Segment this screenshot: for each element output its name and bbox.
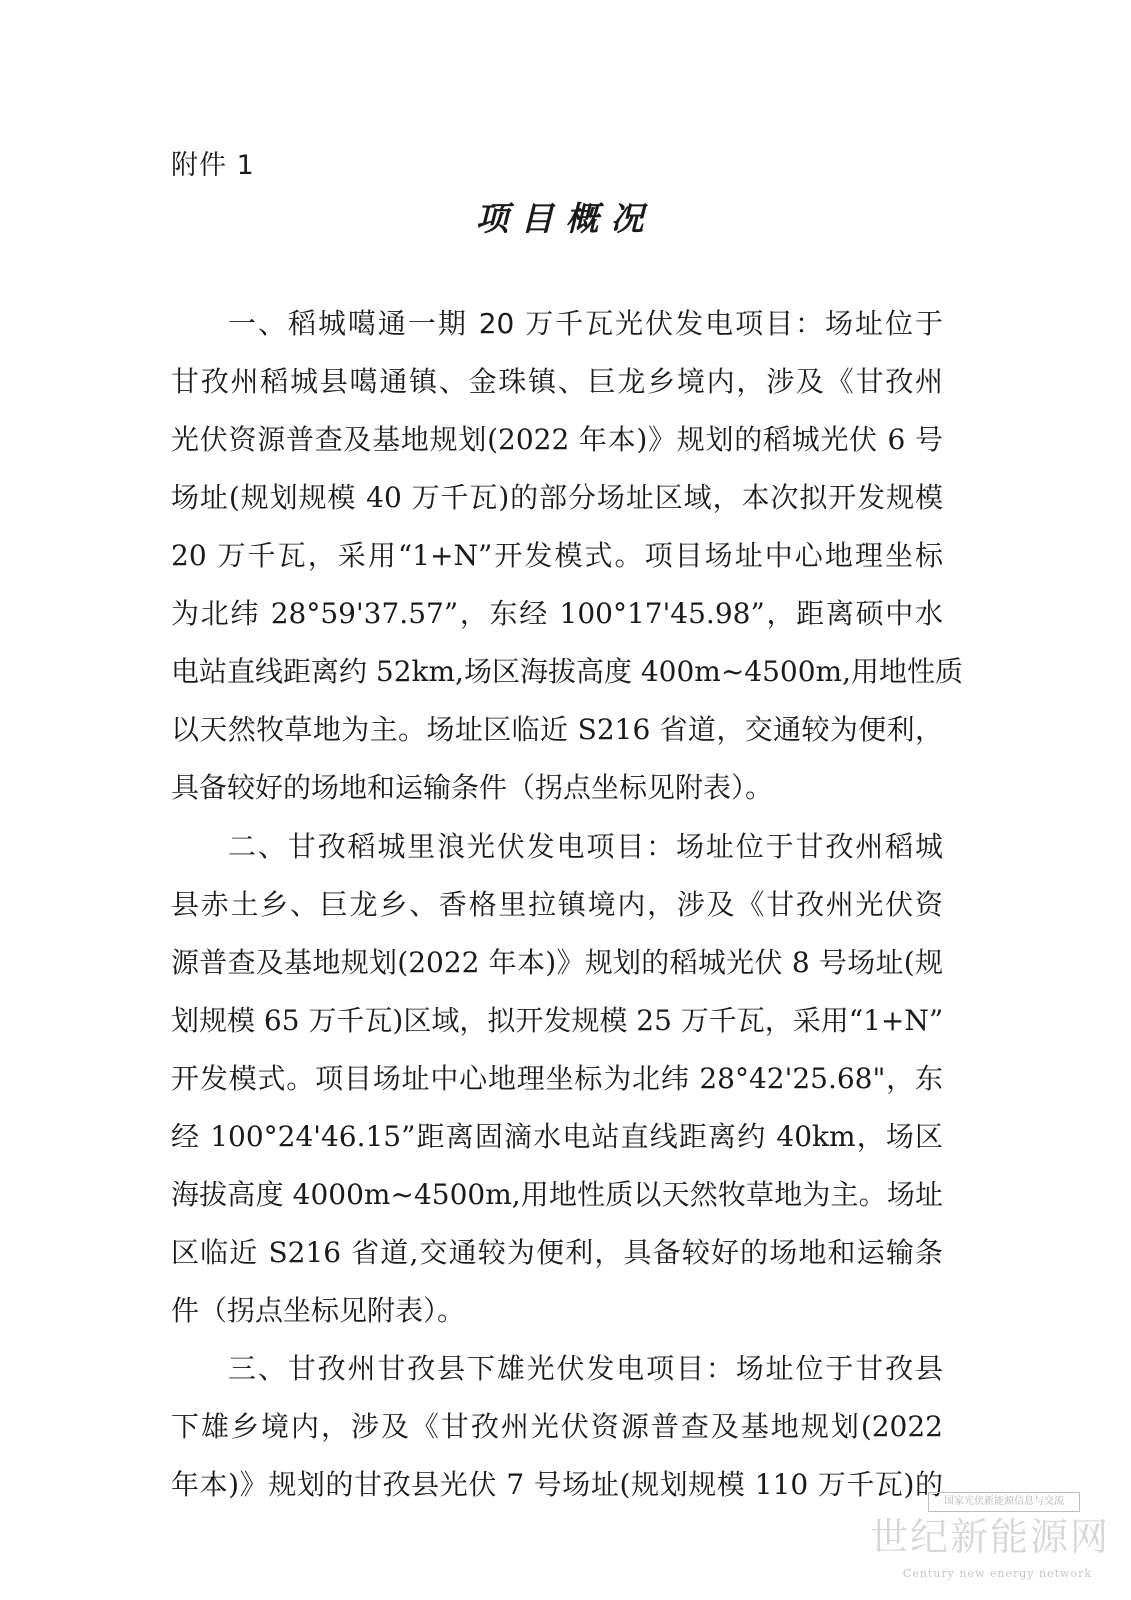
section-1-line-6: 为北纬 28°59'37.57”，东经 100°17'45.98”，距离硕中水	[171, 597, 943, 630]
section-1-line-3: 光伏资源普查及基地规划(2022 年本)》规划的稻城光伏 6 号	[171, 423, 943, 456]
section-3-line-2: 下雄乡境内，涉及《甘孜州光伏资源普查及基地规划(2022	[171, 1410, 943, 1443]
section-1-line-1: 一、稻城噶通一期 20 万千瓦光伏发电项目：场址位于	[228, 307, 943, 340]
section-2-heading: 二、甘孜稻城里浪光伏发电项目：	[228, 830, 677, 863]
section-3-line-1: 三、甘孜州甘孜县下雄光伏发电项目：场址位于甘孜县	[228, 1352, 943, 1385]
section-3-line-3: 年本)》规划的甘孜县光伏 7 号场址(规划规模 110 万千瓦)的	[171, 1468, 943, 1501]
section-2-line-6: 经 100°24'46.15”距离固滴水电站直线距离约 40km，场区	[171, 1120, 943, 1153]
section-1-line-4: 场址(规划规模 40 万千瓦)的部分场址区域，本次拟开发规模	[171, 481, 943, 514]
site-watermark	[870, 1492, 1111, 1590]
section-2-line-5: 开发模式。项目场址中心地理坐标为北纬 28°42'25.68"，东	[171, 1062, 943, 1095]
section-2-line-2: 县赤土乡、巨龙乡、香格里拉镇境内，涉及《甘孜州光伏资	[171, 888, 943, 921]
section-1-line-2: 甘孜州稻城县噶通镇、金珠镇、巨龙乡境内，涉及《甘孜州	[171, 365, 943, 398]
section-1-line-7: 电站直线距离约 52km,场区海拔高度 400m~4500m,用地性质	[171, 655, 964, 688]
section-2-line-9: 件（拐点坐标见附表）。	[171, 1294, 466, 1327]
section-1-line-8: 以天然牧草地为主。场址区临近 S216 省道，交通较为便利，	[171, 713, 943, 746]
section-2-line-8: 区临近 S216 省道,交通较为便利，具备较好的场地和运输条	[171, 1236, 943, 1269]
section-1-line-5: 20 万千瓦，采用“1+N”开发模式。项目场址中心地理坐标	[171, 539, 943, 572]
section-2-line-4: 划规模 65 万千瓦)区域，拟开发规模 25 万千瓦，采用“1+N”	[171, 1004, 944, 1037]
section-2-line-1: 二、甘孜稻城里浪光伏发电项目：场址位于甘孜州稻城	[228, 830, 943, 863]
watermark-logo-text: 世纪新能源网	[870, 1515, 1111, 1559]
page-title: 项目概况	[475, 199, 656, 238]
watermark-banner: 国家光伏新能源信息与交流	[928, 1492, 1080, 1512]
section-2-line-3: 源普查及基地规划(2022 年本)》规划的稻城光伏 8 号场址(规	[171, 946, 943, 979]
section-3-heading: 三、甘孜州甘孜县下雄光伏发电项目：	[228, 1352, 736, 1385]
attachment-label: 附件 1	[171, 150, 255, 181]
section-1-line-9: 具备较好的场地和运输条件（拐点坐标见附表）。	[171, 771, 774, 804]
section-2-line-7: 海拔高度 4000m~4500m,用地性质以天然牧草地为主。场址	[171, 1178, 943, 1211]
watermark-subtitle: Century new energy network	[902, 1567, 1092, 1580]
section-1-heading: 一、稻城噶通一期 20 万千瓦光伏发电项目：	[228, 307, 826, 340]
